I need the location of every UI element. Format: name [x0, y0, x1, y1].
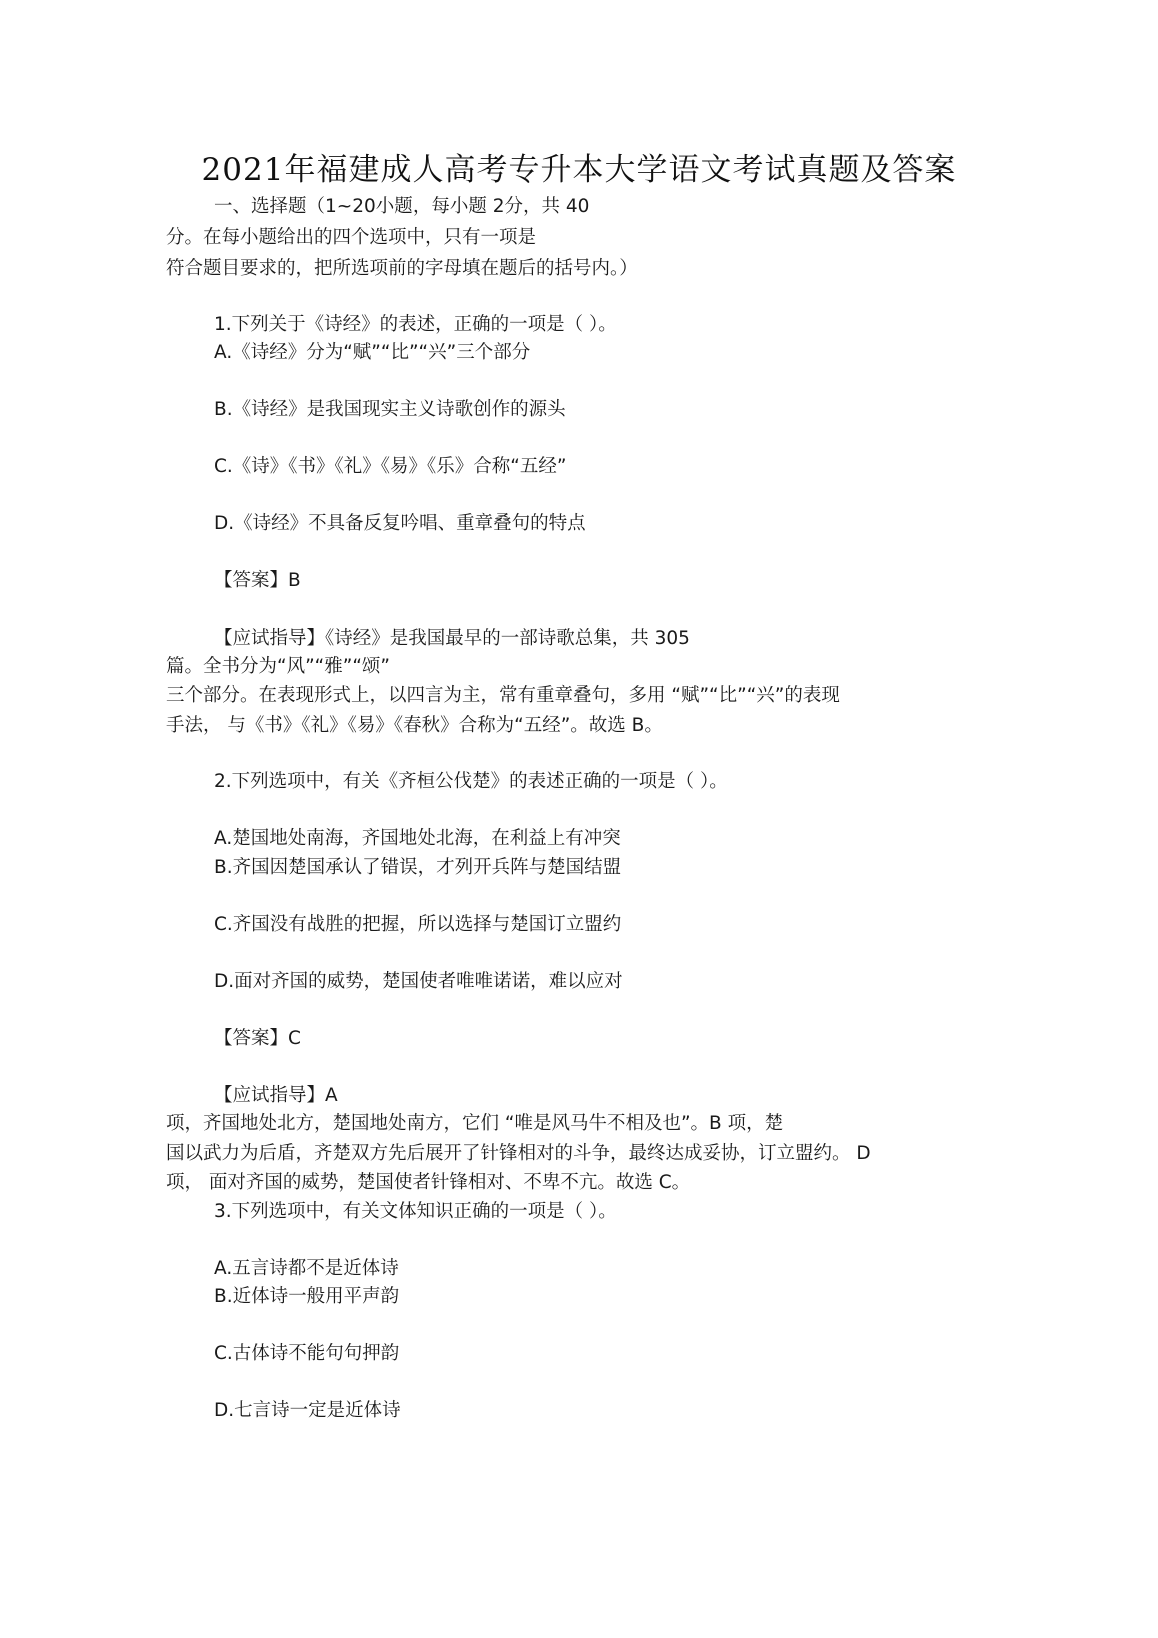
q3-option-b: B.近体诗一般用平声韵 — [214, 1286, 400, 1307]
q1-stem: 1.下列关于《诗经》的表述，正确的一项是（ ）。 — [214, 314, 617, 335]
q2-option-a: A.楚国地处南海，齐国地处北海，在利益上有冲突 — [214, 828, 621, 849]
q3-option-d: D.七言诗一定是近体诗 — [214, 1400, 401, 1421]
q1-option-a: A.《诗经》分为“赋”“比”“兴”三个部分 — [214, 342, 531, 363]
q3-option-c: C.古体诗不能句句押韵 — [214, 1343, 400, 1364]
q1-guide-line-2: 篇。全书分为“风”“雅”“颂” — [166, 656, 391, 677]
q2-guide-line-4: 项， 面对齐国的威势，楚国使者针锋相对、不卑不亢。故选 C。 — [166, 1172, 691, 1193]
q2-option-c: C.齐国没有战胜的把握，所以选择与楚国订立盟约 — [214, 914, 622, 935]
document-title: 2021年福建成人高考专升本大学语文考试真题及答案 — [201, 152, 957, 188]
q1-option-b: B.《诗经》是我国现实主义诗歌创作的源头 — [214, 399, 566, 420]
q2-option-d: D.面对齐国的威势，楚国使者唯唯诺诺，难以应对 — [214, 971, 623, 992]
intro-line-2: 分。在每小题给出的四个选项中，只有一项是 — [166, 227, 537, 248]
q3-stem: 3.下列选项中，有关文体知识正确的一项是（ ）。 — [214, 1201, 617, 1222]
q3-option-a: A.五言诗都不是近体诗 — [214, 1258, 399, 1279]
q1-option-c: C.《诗》《书》《礼》《易》《乐》合称“五经” — [214, 456, 567, 477]
q1-guide-line-4: 手法， 与《书》《礼》《易》《春秋》合称为“五经”。故选 B。 — [166, 715, 663, 736]
q2-answer: 【答案】C — [214, 1028, 301, 1049]
q2-stem: 2.下列选项中，有关《齐桓公伐楚》的表述正确的一项是（ ）。 — [214, 771, 728, 792]
q1-guide-line-1: 【应试指导】《诗经》是我国最早的一部诗歌总集，共 305 — [214, 628, 690, 649]
q2-guide-line-1: 【应试指导】A — [214, 1085, 338, 1106]
intro-line-1: 一、选择题（1~20小题，每小题 2分，共 40 — [214, 196, 590, 217]
q2-option-b: B.齐国因楚国承认了错误，才列开兵阵与楚国结盟 — [214, 857, 622, 878]
q1-guide-line-3: 三个部分。在表现形式上，以四言为主，常有重章叠句，多用 “赋”“比”“兴”的表现 — [166, 685, 840, 706]
q1-option-d: D.《诗经》不具备反复吟唱、重章叠句的特点 — [214, 513, 586, 534]
q1-answer: 【答案】B — [214, 570, 301, 591]
intro-line-3: 符合题目要求的，把所选项前的字母填在题后的括号内。） — [166, 258, 638, 279]
q2-guide-line-3: 国以武力为后盾，齐楚双方先后展开了针锋相对的斗争，最终达成妥协，订立盟约。 D — [166, 1143, 871, 1164]
q2-guide-line-2: 项，齐国地处北方，楚国地处南方，它们 “唯是风马牛不相及也”。B 项，楚 — [166, 1113, 784, 1134]
